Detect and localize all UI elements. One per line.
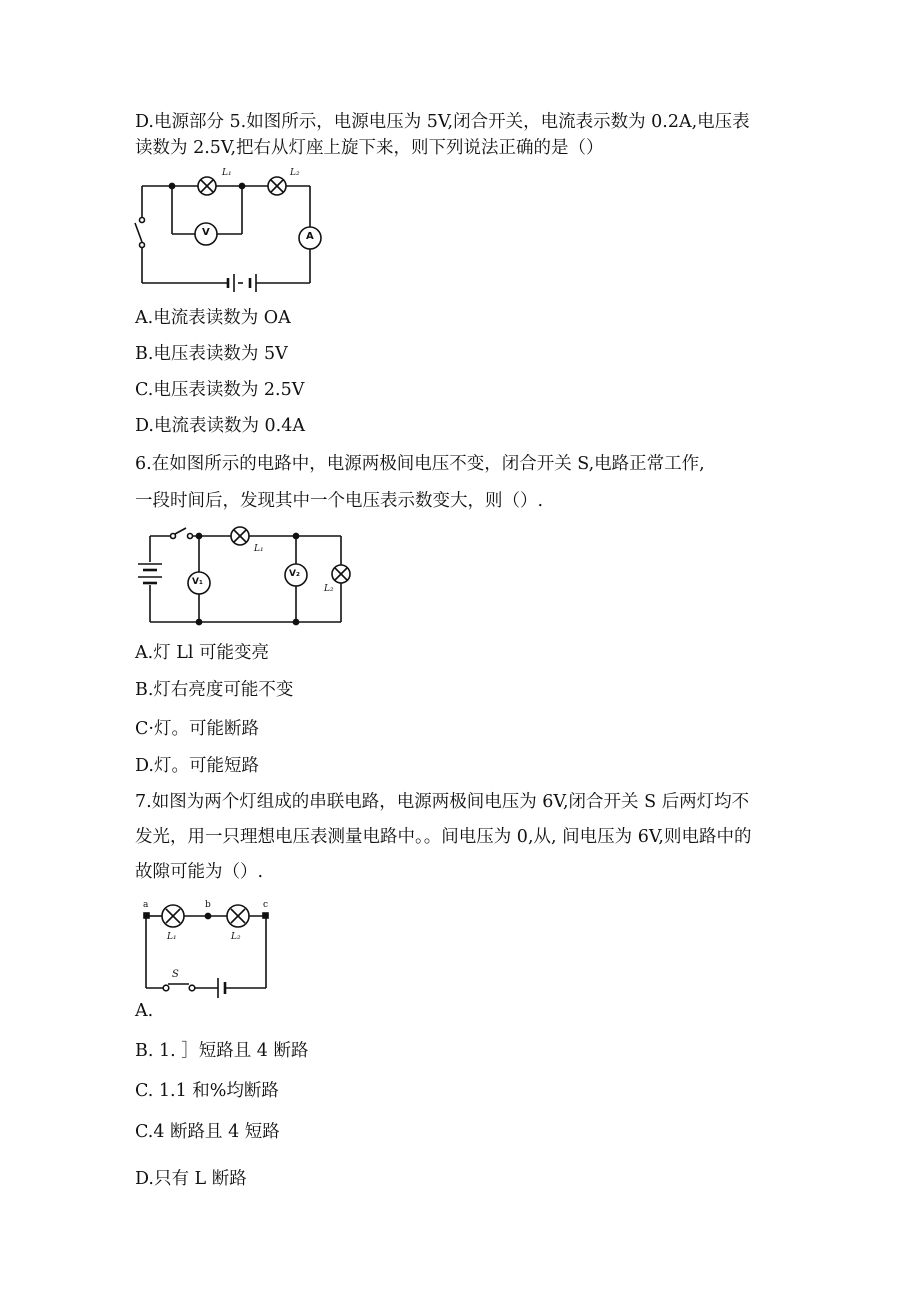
q7-lamp2-label: L₂ xyxy=(231,932,241,942)
q7-stem-line3: 故隙可能为（）. xyxy=(135,862,264,882)
q5-option-a: A.电流表读数为 OA xyxy=(135,308,291,328)
q7-stem-line1: 7.如图为两个灯组成的串联电路，电源两极间电压为 6V,闭合开关 S 后两灯均不 xyxy=(135,792,750,812)
q7-lamp1-label: L₁ xyxy=(167,932,177,942)
q7-option-d: D.只有 L 断路 xyxy=(135,1169,247,1189)
q7-point-a-label: a xyxy=(143,900,149,910)
q6-circuit-diagram xyxy=(134,522,356,632)
q6-option-b: B.灯右亮度可能不变 xyxy=(135,680,294,700)
q7-point-b-label: b xyxy=(205,900,211,910)
q5-option-d: D.电流表读数为 0.4A xyxy=(135,416,306,436)
q6-voltmeter2-label: V₂ xyxy=(289,569,300,579)
q6-lamp2-label: L₂ xyxy=(324,584,334,594)
q6-option-c: C·灯。可能断路 xyxy=(135,719,259,739)
q5-lamp2-label: L₂ xyxy=(290,168,300,178)
q7-stem-line2: 发光，用一只理想电压表测量电路中。。间电压为 0,从, 间电压为 6V,则电路中的 xyxy=(135,827,752,847)
q7-switch-label: S xyxy=(172,969,179,980)
q5-stem-line1: D.电源部分 5.如图所示，电源电压为 5V,闭合开关，电流表示数为 0.2A,电压表 xyxy=(135,112,750,132)
q7-option-b: B. 1. ］短路且 4 断路 xyxy=(135,1041,309,1061)
q7-option-c-second: C.4 断路且 4 短路 xyxy=(135,1122,280,1142)
q6-voltmeter1-label: V₁ xyxy=(192,577,203,587)
q6-lamp1-label: L₁ xyxy=(254,544,264,554)
q7-point-c-label: c xyxy=(263,900,269,910)
q5-circuit-diagram xyxy=(130,168,330,300)
q7-option-a: A. xyxy=(135,1001,154,1021)
q5-ammeter-label: A xyxy=(306,231,314,242)
q7-option-c: C. 1.1 和%均断路 xyxy=(135,1081,279,1101)
q5-stem-line2: 读数为 2.5V,把右从灯座上旋下来，则下列说法正确的是（） xyxy=(135,138,604,158)
q6-option-d: D.灯。可能短路 xyxy=(135,756,259,776)
q5-lamp1-label: L₁ xyxy=(222,168,232,178)
q6-option-a: A.灯 Ll 可能变亮 xyxy=(135,643,270,663)
q7-circuit-diagram xyxy=(134,898,276,1000)
q5-option-b: B.电压表读数为 5V xyxy=(135,344,288,364)
q5-option-c: C.电压表读数为 2.5V xyxy=(135,380,305,400)
q5-voltmeter-label: V xyxy=(202,227,210,238)
q6-stem-line2: 一段时间后，发现其中一个电压表示数变大，则（）. xyxy=(135,491,544,511)
q6-stem-line1: 6.在如图所示的电路中，电源两极间电压不变，闭合开关 S,电路正常工作, xyxy=(135,454,705,474)
